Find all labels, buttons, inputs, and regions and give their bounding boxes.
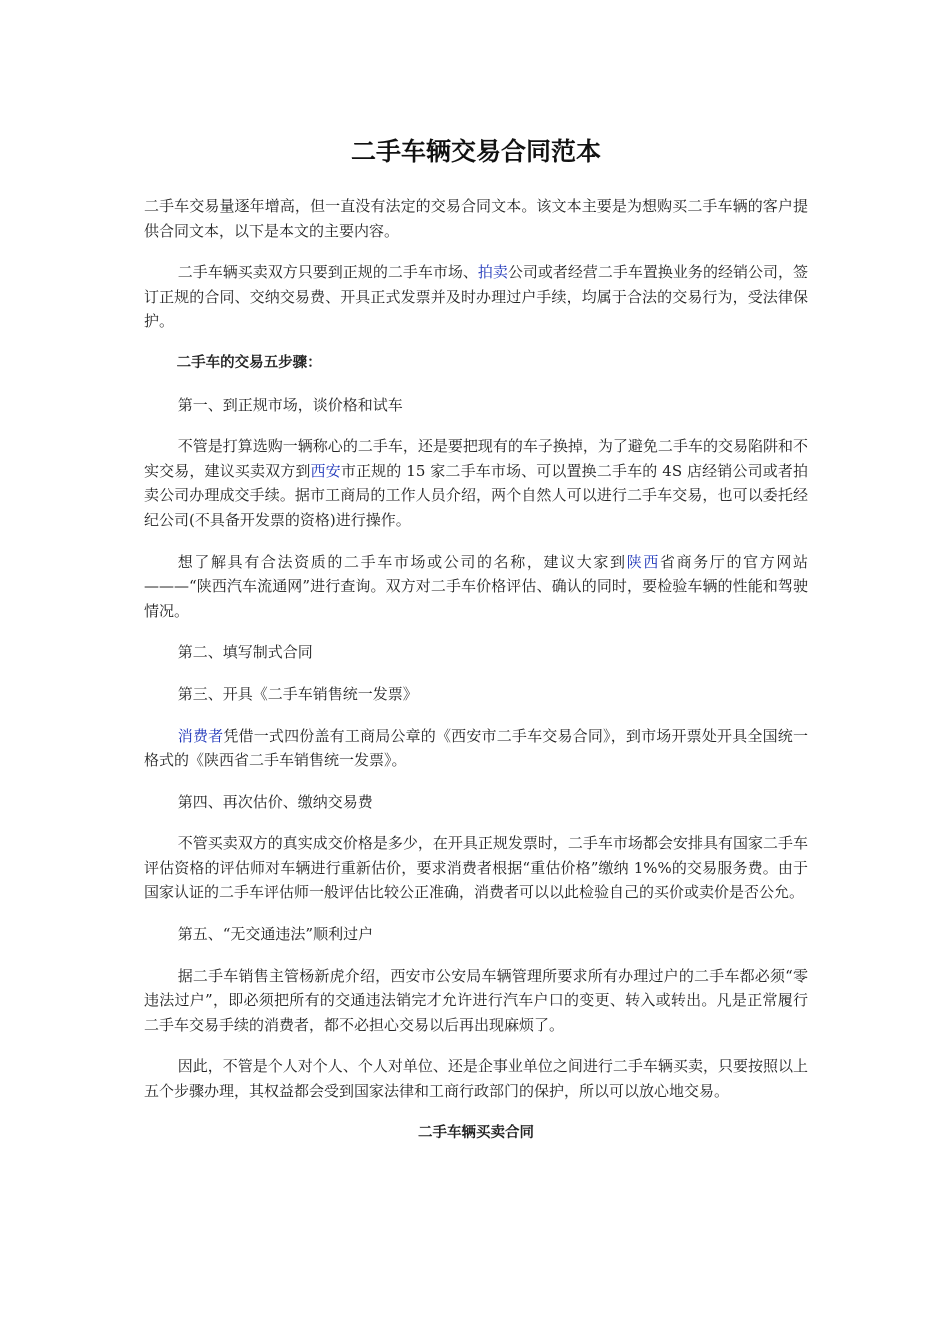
document-page bbox=[144, 132, 808, 1162]
paragraph-text: 不管是打算选购一辆称心的二手车，还是要把现有的车子换掉，为了避免二手车的交易陷阱和不实交易，建议买卖双方到 bbox=[144, 437, 808, 480]
paragraph-step-five: 据二手车销售主管杨新虎介绍，西安市公安局车辆管理所要求所有办理过户的二手车都必须“零违法过户”，即必须把所有的交通违法销完才允许进行汽车户口的变更、转入或转出。凡是正常履行二手车交易手续的消费者，都不必担心交易以后再出现麻烦了。 bbox=[144, 966, 808, 1034]
link-xian[interactable]: 西安 bbox=[310, 461, 341, 480]
step-one-heading: 第一、到正规市场，谈价格和试车 bbox=[177, 395, 403, 414]
paragraph-text: 想了解具有合法资质的二手车市场或公司的名称，建议大家到 bbox=[177, 552, 627, 571]
document-title: 二手车辆交易合同范本 bbox=[350, 137, 601, 166]
paragraph-text: 省商务厅的官方网站———“陕西汽车流通网”进行查询。双方对二手车价格评估、确认的同时，要检验车辆的性能和驾驶情况。 bbox=[144, 552, 808, 620]
step-five-heading: 第五、“无交通违法”顺利过户 bbox=[177, 925, 374, 944]
steps-heading: 二手车的交易五步骤： bbox=[176, 354, 322, 371]
step-three-heading: 第三、开具《二手车销售统一发票》 bbox=[177, 684, 418, 703]
paragraph-text: 二手车辆买卖双方只要到正规的二手车市场、 bbox=[177, 263, 478, 282]
paragraph-text: 凭借一式四份盖有工商局公章的《西安市二手车交易合同》，到市场开票处开具全国统一格式的《陕西省二手车销售统一发票》。 bbox=[144, 726, 808, 770]
step-four-heading: 第四、再次估价、缴纳交易费 bbox=[177, 792, 373, 811]
paragraph-text: 市正规的 15 家二手车市场、可以置换二手车的 4S 店经销公司或者拍卖公司办理成交手续。据市工商局的工作人员介绍，两个自然人可以进行二手车交易，也可以委托经纪公司(不具备开发票的资格)进行操作。 bbox=[144, 461, 808, 529]
link-shaanxi[interactable]: 陕西 bbox=[626, 552, 660, 571]
step-two-heading: 第二、填写制式合同 bbox=[177, 643, 313, 662]
paragraph-text: 公司或者经营二手车置换业务的经销公司，签订正规的合同、交纳交易费、开具正式发票并及时办理过户手续，均属于合法的交易行为，受法律保护。 bbox=[144, 263, 808, 331]
paragraph-step-three bbox=[144, 724, 808, 773]
link-auction[interactable]: 拍卖 bbox=[477, 263, 508, 282]
contract-title: 二手车辆买卖合同 bbox=[418, 1124, 534, 1141]
paragraph-conclusion: 因此，不管是个人对个人、个人对单位、还是企事业单位之间进行二手车辆买卖，只要按照以上五个步骤办理，其权益都会受到国家法律和工商行政部门的保护，所以可以放心地交易。 bbox=[144, 1057, 808, 1101]
link-consumer[interactable]: 消费者 bbox=[177, 726, 224, 745]
paragraph-step-one bbox=[144, 434, 808, 532]
paragraph-step-one-b bbox=[144, 550, 808, 624]
intro-paragraph: 二手车交易量逐年增高，但一直没有法定的交易合同文本。该文本主要是为想购买二手车辆的客户提供合同文本，以下是本文的主要内容。 bbox=[144, 197, 808, 240]
paragraph-legal-trade bbox=[144, 260, 808, 334]
paragraph-step-four: 不管买卖双方的真实成交价格是多少，在开具正规发票时，二手车市场都会安排具有国家二手车评估资格的评估师对车辆进行重新估价，要求消费者根据“重估价格”缴纳 1%%的交易服务费。由于国家认证的二手车评估师一般评估比较公正准确，消费者可以以此检验自己的买价或卖价是否公允。 bbox=[144, 834, 808, 902]
